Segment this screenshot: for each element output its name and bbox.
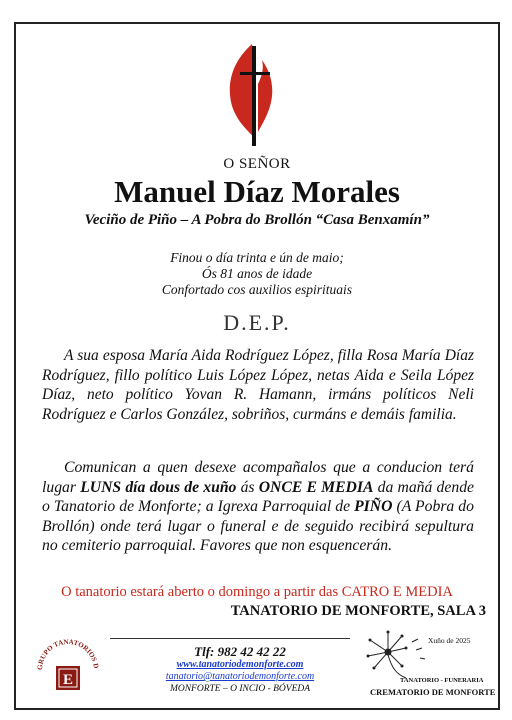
title-senor: O SEÑOR [223, 156, 291, 172]
footer-places: MONFORTE – O INCIO - BÓVEDA [169, 684, 311, 694]
cross-flame-icon [222, 40, 286, 148]
ceremony-text-2: ás [236, 478, 259, 496]
left-logo-text: GRUPO TANATORIOS D [35, 637, 101, 671]
ceremony-text-4: (A Pobra do Brollón) onde terá lugar o funeral e de seguido recibirá sepultura no cemiterio parroquial. Favores que non esquencerán. [42, 498, 474, 554]
right-logo-line-2: CREMATORIO DE MONFORTE [370, 687, 496, 697]
rip-text: D.E.P. [223, 310, 291, 335]
ceremony-text-1: Comunican a quen desexe acompañalos que a conducion terá lugar [42, 459, 474, 496]
footer-divider [110, 638, 350, 639]
right-logo-line-1: TANATORIO - FUNERARIA [400, 677, 484, 684]
death-line-3: Confortado cos auxilios espirituais [161, 282, 353, 297]
footer-email-link[interactable]: tanatorio@tanatoriodemonforte.com [165, 671, 315, 682]
tanatorio-notice: O tanatorio estará aberto o domingo a partir das CATRO E MEDIA [61, 584, 453, 600]
dandelion-icon [362, 628, 432, 696]
ceremony-time: ONCE E MEDIA [258, 478, 374, 496]
footer-website-link[interactable]: www.tanatoriodemonforte.com [176, 659, 304, 670]
death-line-1: Finou o día trinta e ún de maio; [170, 250, 344, 265]
ceremony-place: PIÑO [354, 498, 393, 515]
svg-text:GRUPO TANATORIOS DO CABE [32, 630, 100, 670]
tanatorios-seal-icon [32, 630, 104, 700]
ceremony-text-3: da mañá dende o Tanatorio de Monforte; a Igrexa Parroquial de [42, 478, 475, 515]
tanatorio-room: TANATORIO DE MONFORTE, SALA 3 [230, 603, 486, 619]
ceremony-paragraph [42, 458, 474, 556]
year-note: Xuño de 2025 [428, 636, 471, 645]
left-logo-letter: E [62, 672, 74, 688]
footer-phone: Tlf: 982 42 42 22 [194, 644, 286, 659]
ceremony-day: LUNS día dous de xuño [80, 478, 237, 496]
family-paragraph: A sua esposa María Aida Rodríguez López, filla Rosa María Díaz Rodríguez, fillo político Luis López López, netas Aida e Seila López Díaz, neto político Yovan R. Hamann, irmáns políticos Neli Rodríguez e Carlos González, sobriños, curmáns e demáis familia. [42, 347, 474, 423]
deceased-name: Manuel Díaz Morales [114, 174, 400, 209]
death-line-2: Ós 81 anos de idade [201, 266, 313, 281]
deceased-origin: Veciño de Piño – A Pobra do Brollón “Casa Benxamín” [84, 212, 430, 228]
